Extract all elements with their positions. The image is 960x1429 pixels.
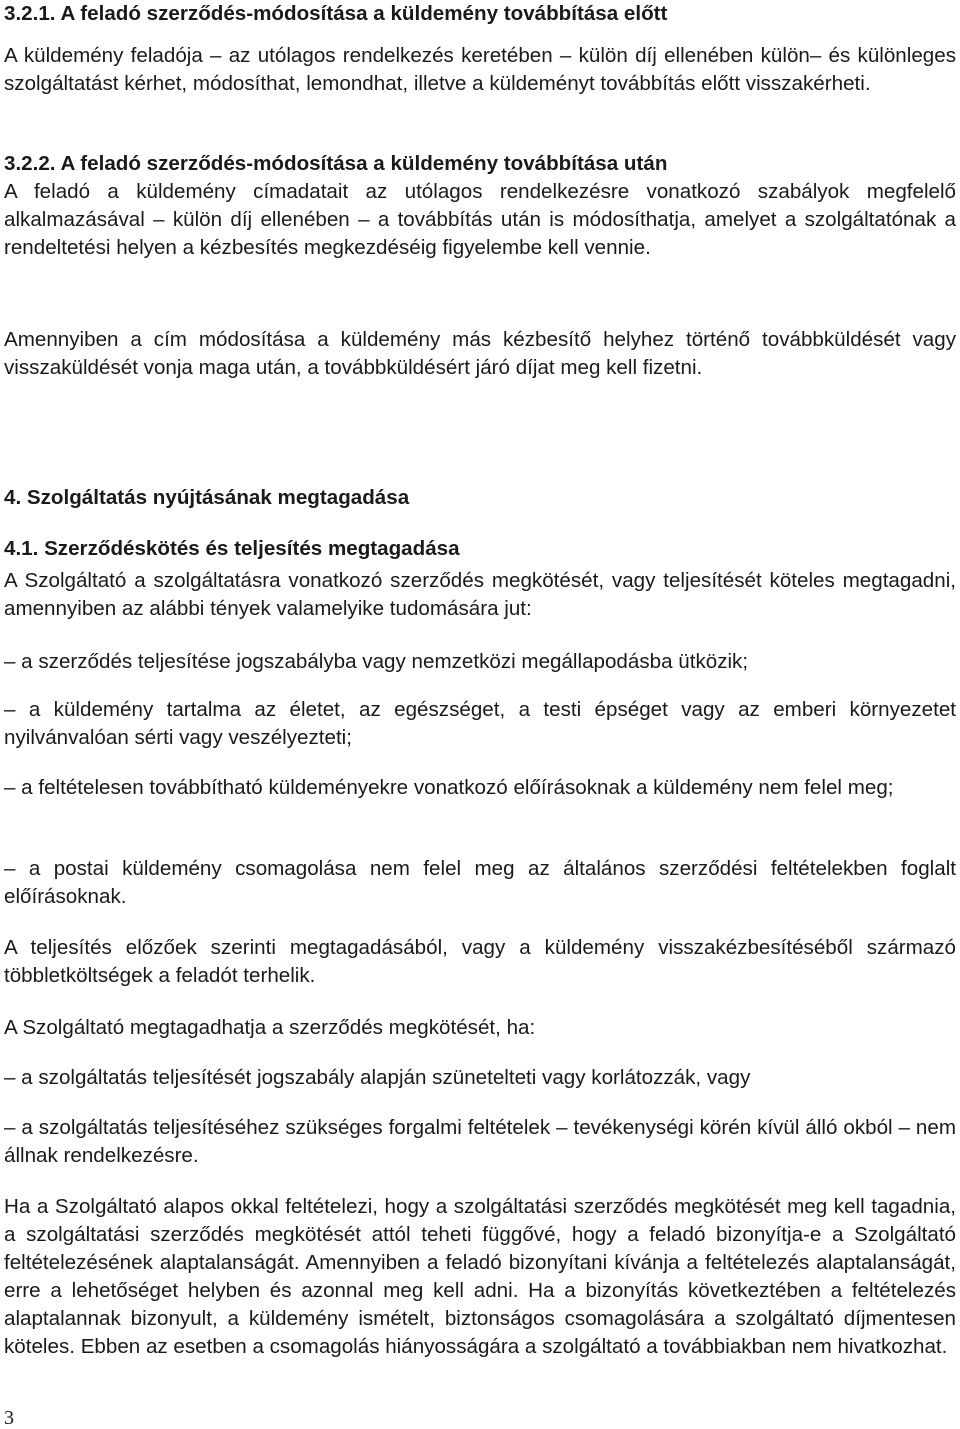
section-3-2-2-heading: 3.2.2. A feladó szerződés-módosítása a küldemény továbbítása után [4,152,668,175]
section-4-1-heading: 4.1. Szerződéskötés és teljesítés megtagadása [4,537,460,560]
may-refuse-paragraph: A Szolgáltató megtagadhatja a szerződés megkötését, ha: [4,1016,536,1039]
list-item: – a küldemény tartalma az életet, az egészséget, a testi épséget vagy az emberi környezetet nyilvánvalóan sérti vagy veszélyezteti; [4,698,956,749]
section-3-2-1-heading: 3.2.1. A feladó szerződés-módosítása a küldemény továbbítása előtt [4,2,668,25]
section-3-2-1-text: A küldemény feladója – az utólagos rendelkezés keretében – külön díj ellenében külön– és különleges szolgáltatást kérhet, módosíthat, lemondhat, illetve a küldeményt továbbítás előtt visszakérheti. [4,44,956,95]
page-number: 3 [4,1407,14,1429]
section-4-1-intro: A Szolgáltató a szolgáltatásra vonatkozó szerződés megkötését, vagy teljesítését köteles megtagadni, amennyiben az alábbi tények valamelyike tudomására jut: [4,569,956,620]
costs-paragraph: A teljesítés előzőek szerinti megtagadásából, vagy a küldemény visszakézbesítéséből származó többletköltségek a feladót terhelik. [4,936,956,987]
list-item: – a feltételesen továbbítható küldeményekre vonatkozó előírásoknak a küldemény nem felel meg; [4,776,894,799]
list-item: – a szolgáltatás teljesítéséhez szükséges forgalmi feltételek – tevékenységi körén kívül álló okból – nem állnak rendelkezésre. [4,1116,956,1167]
section-4-heading: 4. Szolgáltatás nyújtásának megtagadása [4,486,410,509]
section-3-2-2-text: A feladó a küldemény címadatait az utólagos rendelkezésre vonatkozó szabályok megfelelő alkalmazásával – külön díj ellenében – a továbbítás után is módosíthatja, amelyet a szolgáltatónak a rendeltetési helyen a kézbesítés megkezdéséig figyelembe kell vennie. [4,180,956,259]
list-item: – a szolgáltatás teljesítését jogszabály alapján szünetelteti vagy korlátozzák, vagy [4,1066,751,1089]
list-item: – a postai küldemény csomagolása nem felel meg az általános szerződési feltételekben foglalt előírásoknak. [4,857,956,908]
final-paragraph: Ha a Szolgáltató alapos okkal feltételezi, hogy a szolgáltatási szerződés megkötését meg kell tagadnia, a szolgáltatási szerződés megkötését attól teheti függővé, hogy a feladó bizonyítja-e a Szolgáltató feltételezésének alaptalanságát. Amennyiben a feladó bizonyítani kívánja a feltételezés alaptalanságát, erre a lehetőséget helyben és azonnal meg kell adni. Ha a bizonyítás következtében a feltételezés alaptalannak bizonyult, a küldemény ismételt, biztonságos csomagolására a szolgáltató díjmentesen köteles. Ebben az esetben a csomagolás hiányosságára a szolgáltató a továbbiakban nem hivatkozhat. [4,1195,956,1358]
section-3-2-2-paragraph-2: Amennyiben a cím módosítása a küldemény más kézbesítő helyhez történő továbbküldését vagy visszaküldését vonja maga után, a továbbküldésért járó díjat meg kell fizetni. [4,328,956,379]
list-item: – a szerződés teljesítése jogszabályba vagy nemzetközi megállapodásba ütközik; [4,650,749,673]
